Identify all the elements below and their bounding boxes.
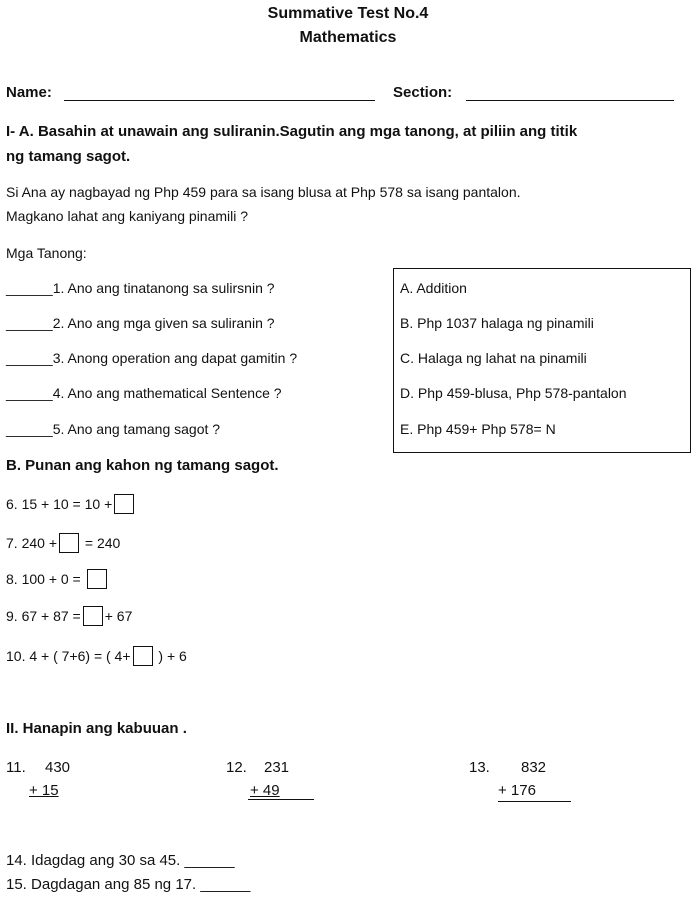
answer-blank[interactable]: ______ (200, 876, 251, 893)
item-6: 6. 15 + 10 = 10 + (6, 494, 136, 514)
answer-box[interactable] (114, 494, 134, 514)
choice-e: E. Php 459+ Php 578= N (400, 421, 556, 437)
question-1: ______1. Ano ang tinatanong sa sulirsnin ? (6, 280, 275, 296)
add-12-number: 12. (226, 759, 247, 776)
question-5: ______5. Ano ang tamang sagot ? (6, 421, 221, 437)
add-13-top: 832 (521, 759, 547, 776)
question-3: ______3. Anong operation ang dapat gamitin ? (6, 350, 298, 366)
problem-line1: Si Ana ay nagbayad ng Php 459 para sa isang blusa at Php 578 sa isang pantalon. (6, 184, 521, 200)
choice-b: B. Php 1037 halaga ng pinamili (400, 315, 594, 331)
question-4: ______4. Ano ang mathematical Sentence ? (6, 385, 282, 401)
name-field-line[interactable] (64, 100, 375, 101)
item-8: 8. 100 + 0 = (6, 569, 109, 589)
answer-blank[interactable]: ______ (6, 350, 53, 366)
answer-blank[interactable]: ______ (6, 421, 53, 437)
section-field-line[interactable] (466, 100, 674, 101)
choice-d: D. Php 459-blusa, Php 578-pantalon (400, 385, 627, 401)
choice-c: C. Halaga ng lahat na pinamili (400, 350, 587, 366)
part2-heading: II. Hanapin ang kabuuan . (6, 720, 187, 737)
section-label: Section: (393, 84, 453, 101)
answer-blank[interactable]: ______ (184, 852, 235, 869)
test-title: Summative Test No.4 (267, 5, 429, 22)
add-12-sum-line[interactable] (248, 799, 314, 800)
add-13-number: 13. (469, 759, 490, 776)
add-11-top: 430 (45, 759, 71, 776)
part1a-heading-line1: I- A. Basahin at unawain ang suliranin.Sagutin ang mga tanong, at piliin ang titik (6, 123, 578, 140)
word-problem-15: 15. Dagdagan ang 85 ng 17. ______ (6, 876, 251, 893)
part1b-heading: B. Punan ang kahon ng tamang sagot. (6, 457, 279, 474)
answer-box[interactable] (133, 646, 153, 666)
questions-label: Mga Tanong: (6, 245, 87, 261)
add-13-bottom: + 176 (498, 782, 536, 799)
word-problem-14: 14. Idagdag ang 30 sa 45. ______ (6, 852, 235, 869)
name-label: Name: (6, 84, 52, 101)
answer-blank[interactable]: ______ (6, 385, 53, 401)
add-11-number: 11. (6, 759, 26, 776)
add-12-top: 231 (264, 759, 290, 776)
answer-blank[interactable]: ______ (6, 315, 53, 331)
answer-box[interactable] (83, 606, 103, 626)
add-13-sum-line[interactable] (498, 801, 571, 802)
question-2: ______2. Ano ang mga given sa suliranin ? (6, 315, 275, 331)
item-9: 9. 67 + 87 = + 67 (6, 608, 133, 624)
problem-line2: Magkano lahat ang kaniyang pinamili ? (6, 208, 249, 224)
add-11-bottom: + 15 (29, 782, 59, 799)
subject-title: Mathematics (299, 29, 397, 46)
item-10: 10. 4 + ( 7+6) = ( 4+ ) + 6 (6, 648, 187, 664)
answer-blank[interactable]: ______ (6, 280, 53, 296)
choice-a: A. Addition (400, 280, 467, 296)
answer-box[interactable] (59, 533, 79, 553)
item-7: 7. 240 + = 240 (6, 535, 121, 551)
part1a-heading-line2: ng tamang sagot. (6, 148, 131, 165)
answer-box[interactable] (87, 569, 107, 589)
add-12-bottom: + 49 (250, 782, 280, 799)
